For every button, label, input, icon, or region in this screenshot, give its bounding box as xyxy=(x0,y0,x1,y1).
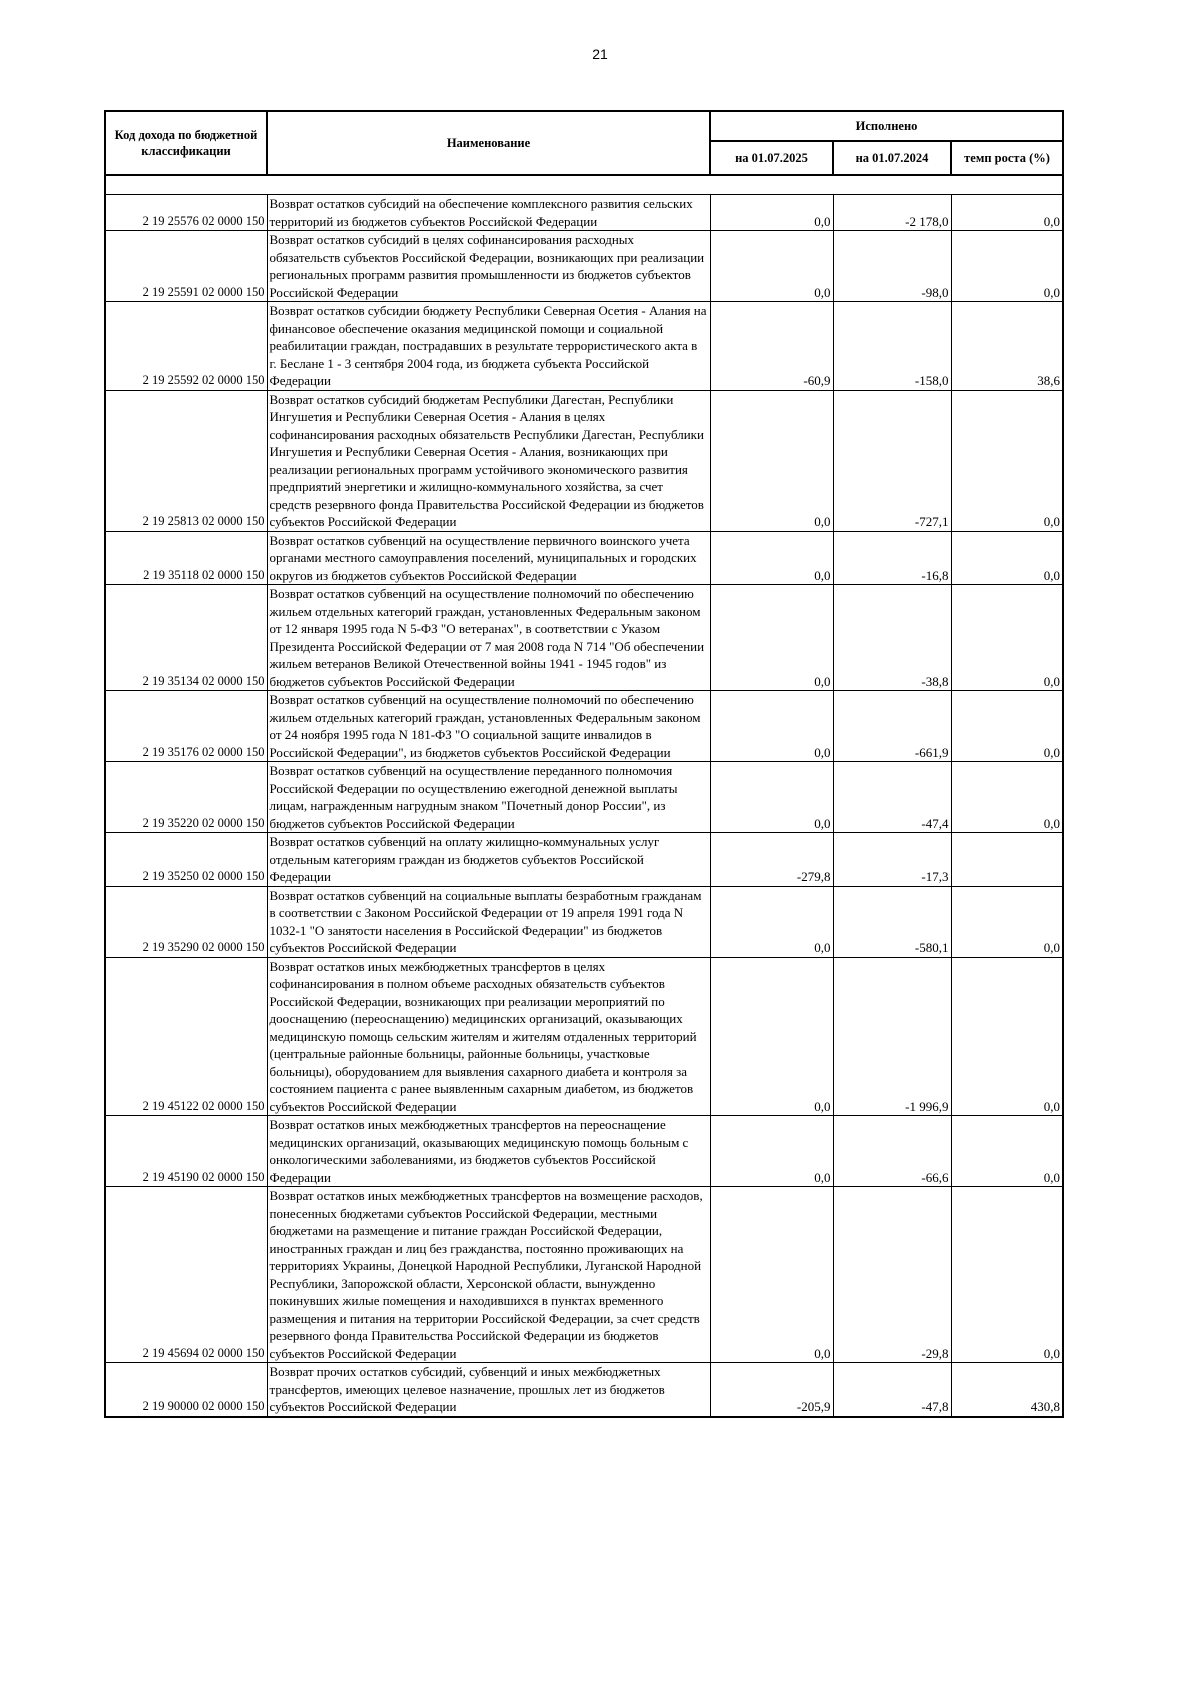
header-executed: Исполнено xyxy=(710,111,1063,141)
row-value-2024: -29,8 xyxy=(833,1187,951,1363)
table-row xyxy=(105,302,1063,391)
row-name: Возврат остатков субвенций на осуществление переданного полномочия Российской Федерации по осуществлению ежегодной денежной выплаты лицам, награжденным нагрудным знаком "Почетный донор России", из бюджетов субъектов Российской Федерации xyxy=(267,762,710,833)
row-growth-rate: 430,8 xyxy=(951,1363,1063,1417)
row-name: Возврат остатков иных межбюджетных трансфертов на переоснащение медицинских организаций, оказывающих медицинскую помощь больным с онкологическими заболеваниями, из бюджетов субъектов Российской Федерации xyxy=(267,1116,710,1187)
row-code: 2 19 25591 02 0000 150 xyxy=(105,231,267,302)
row-code: 2 19 35220 02 0000 150 xyxy=(105,762,267,833)
row-name: Возврат остатков субсидий на обеспечение комплексного развития сельских территорий из бюджетов субъектов Российской Федерации xyxy=(267,195,710,231)
header-code: Код дохода по бюджетной классификации xyxy=(105,111,267,175)
row-value-2025: 0,0 xyxy=(710,195,833,231)
row-value-2024: -2 178,0 xyxy=(833,195,951,231)
row-growth-rate: 38,6 xyxy=(951,302,1063,391)
row-name: Возврат остатков субвенций на осуществление полномочий по обеспечению жильем отдельных категорий граждан, установленных Федеральным законом от 12 января 1995 года N 5-ФЗ "О ветеранах", в соответствии с Указом Президента Российской Федерации от 7 мая 2008 года N 714 "Об обеспечении жильем ветеранов Великой Отечественной войны 1941 - 1945 годов" из бюджетов субъектов Российской Федерации xyxy=(267,585,710,691)
row-value-2024: -47,8 xyxy=(833,1363,951,1417)
header-spacer-row xyxy=(105,175,1063,195)
header-col1: на 01.07.2025 xyxy=(710,141,833,175)
row-value-2024: -727,1 xyxy=(833,390,951,531)
row-growth-rate xyxy=(951,833,1063,887)
row-code: 2 19 35290 02 0000 150 xyxy=(105,886,267,957)
table-header xyxy=(105,111,1063,175)
row-value-2025: 0,0 xyxy=(710,886,833,957)
row-code: 2 19 45694 02 0000 150 xyxy=(105,1187,267,1363)
table-row xyxy=(105,390,1063,531)
row-value-2025: 0,0 xyxy=(710,762,833,833)
row-value-2025: -279,8 xyxy=(710,833,833,887)
row-value-2024: -38,8 xyxy=(833,585,951,691)
row-growth-rate: 0,0 xyxy=(951,1116,1063,1187)
table-row xyxy=(105,231,1063,302)
row-value-2025: 0,0 xyxy=(710,1187,833,1363)
row-value-2024: -1 996,9 xyxy=(833,957,951,1116)
header-name: Наименование xyxy=(267,111,710,175)
row-code: 2 19 90000 02 0000 150 xyxy=(105,1363,267,1417)
table-row xyxy=(105,585,1063,691)
table-row xyxy=(105,833,1063,887)
row-code: 2 19 45190 02 0000 150 xyxy=(105,1116,267,1187)
table-row xyxy=(105,886,1063,957)
row-growth-rate: 0,0 xyxy=(951,195,1063,231)
row-growth-rate: 0,0 xyxy=(951,762,1063,833)
table-row xyxy=(105,1363,1063,1417)
row-code: 2 19 35118 02 0000 150 xyxy=(105,531,267,585)
row-value-2024: -98,0 xyxy=(833,231,951,302)
table-row xyxy=(105,195,1063,231)
row-value-2024: -661,9 xyxy=(833,691,951,762)
row-value-2025: 0,0 xyxy=(710,957,833,1116)
page-number: 21 xyxy=(592,46,608,62)
row-name: Возврат остатков субвенций на оплату жилищно-коммунальных услуг отдельным категориям граждан из бюджетов субъектов Российской Федерации xyxy=(267,833,710,887)
row-growth-rate: 0,0 xyxy=(951,531,1063,585)
row-value-2024: -158,0 xyxy=(833,302,951,391)
row-growth-rate: 0,0 xyxy=(951,231,1063,302)
row-growth-rate: 0,0 xyxy=(951,1187,1063,1363)
row-value-2025: 0,0 xyxy=(710,390,833,531)
table-body xyxy=(105,175,1063,1417)
table-row xyxy=(105,691,1063,762)
row-code: 2 19 35176 02 0000 150 xyxy=(105,691,267,762)
row-value-2025: 0,0 xyxy=(710,585,833,691)
row-code: 2 19 25813 02 0000 150 xyxy=(105,390,267,531)
row-value-2024: -66,6 xyxy=(833,1116,951,1187)
row-growth-rate: 0,0 xyxy=(951,886,1063,957)
row-value-2025: 0,0 xyxy=(710,231,833,302)
row-growth-rate: 0,0 xyxy=(951,691,1063,762)
row-name: Возврат остатков субвенций на социальные выплаты безработным гражданам в соответствии с Законом Российской Федерации от 19 апреля 1991 года N 1032-1 "О занятости населения в Российской Федерации" из бюджетов субъектов Российской Федерации xyxy=(267,886,710,957)
row-value-2025: 0,0 xyxy=(710,691,833,762)
row-name: Возврат остатков субсидий в целях софинансирования расходных обязательств субъектов Российской Федерации, возникающих при реализации региональных программ развития промышленности из бюджетов субъектов Российской Федерации xyxy=(267,231,710,302)
table-row xyxy=(105,957,1063,1116)
row-name: Возврат остатков субвенций на осуществление полномочий по обеспечению жильем отдельных категорий граждан, установленных Федеральным законом от 24 ноября 1995 года N 181-ФЗ "О социальной защите инвалидов в Российской Федерации", из бюджетов субъектов Российской Федерации xyxy=(267,691,710,762)
row-name: Возврат остатков субсидии бюджету Республики Северная Осетия - Алания на финансовое обеспечение оказания медицинской помощи и социальной реабилитации граждан, пострадавших в результате террористического акта в г. Беслане 1 - 3 сентября 2004 года, из бюджета субъекта Российской Федерации xyxy=(267,302,710,391)
row-growth-rate: 0,0 xyxy=(951,585,1063,691)
row-value-2025: 0,0 xyxy=(710,531,833,585)
header-col3: темп роста (%) xyxy=(951,141,1063,175)
row-code: 2 19 35134 02 0000 150 xyxy=(105,585,267,691)
row-name: Возврат остатков субсидий бюджетам Республики Дагестан, Республики Ингушетия и Республики Северная Осетия - Алания в целях софинансирования расходных обязательств Республики Дагестан, Республики Ингушетия и Республики Северная Осетия - Алания, возникающих при реализации региональных программ устойчивого экономического развития предприятий энергетики и жилищно-коммунального хозяйства, за счет средств резервного фонда Правительства Российской Федерации из бюджетов субъектов Российской Федерации xyxy=(267,390,710,531)
row-name: Возврат остатков иных межбюджетных трансфертов на возмещение расходов, понесенных бюджетами субъектов Российской Федерации, местными бюджетами на размещение и питание граждан Российской Федерации, иностранных граждан и лиц без гражданства, постоянно проживающих на территориях Украины, Донецкой Народной Республики, Луганской Народной Республики, Запорожской области, Херсонской области, вынужденно покинувших жилые помещения и находившихся в пунктах временного размещения и питания на территории Российской Федерации, за счет средств резервного фонда Правительства Российской Федерации из бюджетов субъектов Российской Федерации xyxy=(267,1187,710,1363)
row-value-2024: -580,1 xyxy=(833,886,951,957)
row-code: 2 19 45122 02 0000 150 xyxy=(105,957,267,1116)
budget-table xyxy=(104,110,1064,1418)
row-code: 2 19 25576 02 0000 150 xyxy=(105,195,267,231)
row-value-2024: -17,3 xyxy=(833,833,951,887)
row-value-2024: -16,8 xyxy=(833,531,951,585)
row-growth-rate: 0,0 xyxy=(951,957,1063,1116)
row-value-2025: 0,0 xyxy=(710,1116,833,1187)
table-row xyxy=(105,762,1063,833)
row-code: 2 19 25592 02 0000 150 xyxy=(105,302,267,391)
header-col2: на 01.07.2024 xyxy=(833,141,951,175)
row-code: 2 19 35250 02 0000 150 xyxy=(105,833,267,887)
table-row xyxy=(105,1116,1063,1187)
row-name: Возврат остатков субвенций на осуществление первичного воинского учета органами местного самоуправления поселений, муниципальных и городских округов из бюджетов субъектов Российской Федерации xyxy=(267,531,710,585)
row-name: Возврат остатков иных межбюджетных трансфертов в целях софинансирования в полном объеме расходных обязательств субъектов Российской Федерации, возникающих при реализации мероприятий по дооснащению (переоснащению) медицинских организаций, оказывающих медицинскую помощь сельским жителям и жителям отдаленных территорий (центральные районные больницы, районные больницы, участковые больницы), оборудованием для выявления сахарного диабета и контроля за состоянием пациента с ранее выявленным сахарным диабетом, из бюджетов субъектов Российской Федерации xyxy=(267,957,710,1116)
row-value-2025: -60,9 xyxy=(710,302,833,391)
row-growth-rate: 0,0 xyxy=(951,390,1063,531)
row-name: Возврат прочих остатков субсидий, субвенций и иных межбюджетных трансфертов, имеющих целевое назначение, прошлых лет из бюджетов субъектов Российской Федерации xyxy=(267,1363,710,1417)
table-row xyxy=(105,531,1063,585)
table-row xyxy=(105,1187,1063,1363)
row-value-2024: -47,4 xyxy=(833,762,951,833)
row-value-2025: -205,9 xyxy=(710,1363,833,1417)
spacer-cell xyxy=(105,175,1063,195)
